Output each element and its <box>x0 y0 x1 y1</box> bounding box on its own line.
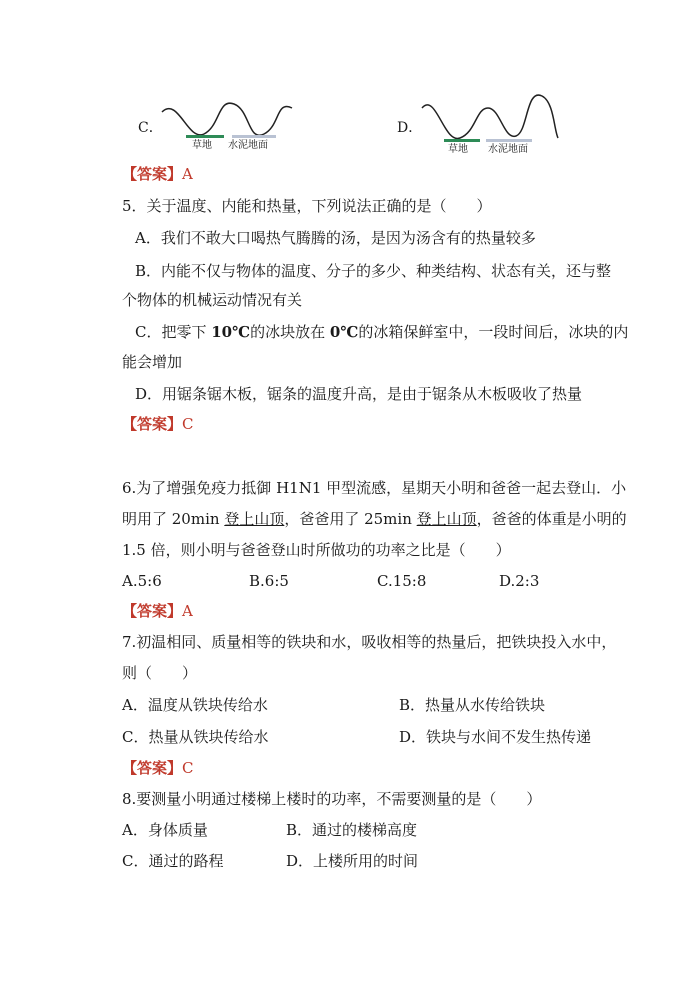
q6-line2 <box>122 509 627 529</box>
q6-line1: 6.为了增强免疫力抵御 H1N1 甲型流感，星期天小明和爸爸一起去登山．小 <box>122 479 627 497</box>
q5-c-text2: 的冰块放在 <box>250 323 330 341</box>
q8-option-b: B．通过的楼梯高度 <box>286 821 418 839</box>
q4-answer <box>122 164 193 184</box>
q7-option-a: A．温度从铁块传给水 <box>122 696 268 714</box>
q6-l2-a: 明用了 20min <box>122 510 225 528</box>
q5-option-c-line1 <box>135 322 628 342</box>
q6-option-b: B.6:5 <box>249 572 289 590</box>
q5-c-temp2: 0℃ <box>329 323 359 341</box>
answer-tag: 【答案】 <box>122 759 183 777</box>
q5-option-c-line2: 能会增加 <box>122 353 183 371</box>
q6-l2-d: 登上山顶 <box>416 510 477 528</box>
figure-d-wave <box>420 94 560 154</box>
q5-option-d: D．用锯条锯木板，锯条的温度升高，是由于锯条从木板吸收了热量 <box>135 385 583 403</box>
q5-c-text1: C．把零下 <box>135 323 212 341</box>
q6-l2-e: ，爸爸的体重是小明的 <box>476 510 627 528</box>
q5-c-temp1: 10℃ <box>211 323 251 341</box>
grass-strip-c <box>186 135 224 138</box>
answer-value: C <box>182 759 194 777</box>
answer-value: A <box>182 602 193 620</box>
grass-label-d: 草地 <box>448 144 468 155</box>
q6-l2-c: ，爸爸用了 25min <box>284 510 417 528</box>
q6-line3: 1.5 倍，则小明与爸爸登山时所做功的功率之比是（ ） <box>122 541 511 559</box>
q6-answer <box>122 601 193 621</box>
answer-value: A <box>182 165 193 183</box>
q7-answer <box>122 758 194 778</box>
answer-value: C <box>182 415 194 433</box>
q8-option-c: C．通过的路程 <box>122 852 224 870</box>
q7-option-b: B．热量从水传给铁块 <box>399 696 546 714</box>
concrete-label-d: 水泥地面 <box>488 144 528 155</box>
concrete-strip-d <box>486 139 532 142</box>
q5-c-text3: 的冰箱保鲜室中，一段时间后，冰块的内 <box>358 323 629 341</box>
grass-strip-d <box>444 139 480 142</box>
q7-option-c: C．热量从铁块传给水 <box>122 728 269 746</box>
q5-option-b-line2: 个物体的机械运动情况有关 <box>122 291 303 309</box>
q8-option-d: D．上楼所用的时间 <box>286 852 419 870</box>
answer-tag: 【答案】 <box>122 165 183 183</box>
figure-d-label: D． <box>397 120 423 136</box>
q5-option-a: A．我们不敢大口喝热气腾腾的汤，是因为汤含有的热量较多 <box>135 229 536 247</box>
q6-l2-b: 登上山顶 <box>224 510 285 528</box>
grass-label-c: 草地 <box>192 140 212 151</box>
q7-line2: 则（ ） <box>122 664 198 682</box>
q6-option-c: C.15:8 <box>377 572 427 590</box>
concrete-label-c: 水泥地面 <box>228 140 268 151</box>
figure-c-wave <box>158 102 298 152</box>
q5-stem: 5．关于温度、内能和热量，下列说法正确的是（ ） <box>122 197 492 215</box>
q8-option-a: A．身体质量 <box>122 821 208 839</box>
q6-option-d: D.2:3 <box>499 572 540 590</box>
q6-option-a: A.5:6 <box>122 572 162 590</box>
q5-answer <box>122 414 194 434</box>
answer-tag: 【答案】 <box>122 602 183 620</box>
figure-c-label: C． <box>138 120 163 136</box>
concrete-strip-c <box>232 135 276 138</box>
q7-option-d: D．铁块与水间不发生热传递 <box>399 728 592 746</box>
answer-tag: 【答案】 <box>122 415 183 433</box>
q5-option-b-line1: B．内能不仅与物体的温度、分子的多少、种类结构、状态有关，还与整 <box>135 262 612 280</box>
q7-line1: 7.初温相同、质量相等的铁块和水，吸收相等的热量后，把铁块投入水中， <box>122 633 617 651</box>
q8-stem: 8.要测量小明通过楼梯上楼时的功率，不需要测量的是（ ） <box>122 790 542 808</box>
